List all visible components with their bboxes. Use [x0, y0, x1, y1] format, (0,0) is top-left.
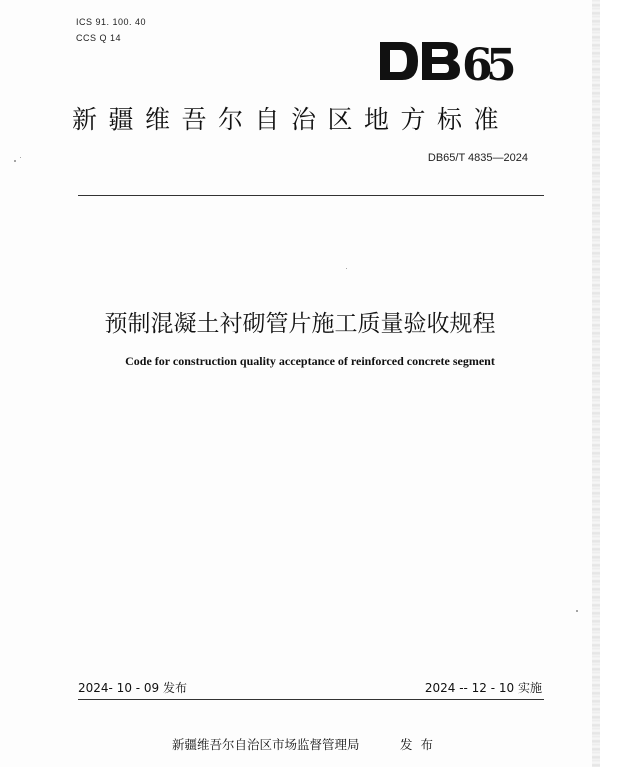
scan-speck: [20, 157, 21, 158]
top-divider: [78, 195, 544, 196]
publish-label: 发布: [400, 737, 442, 752]
ccs-code: CCS Q 14: [76, 33, 122, 43]
ics-code: ICS 91. 100. 40: [76, 17, 147, 27]
db65-logo: [376, 36, 517, 91]
publisher-name: 新疆维吾尔自治区市场监督管理局: [172, 737, 360, 752]
svg-text:6: 6: [462, 40, 493, 91]
chinese-title: 预制混凝土衬砌管片施工质量验收规程: [104, 311, 496, 337]
scan-speck: [576, 610, 578, 612]
implementation-date: 2024 -- 12 - 10 实施: [424, 681, 542, 695]
bottom-divider: [78, 699, 544, 700]
issue-date: 2024- 10 - 09 发布: [78, 681, 187, 695]
standard-number: DB65/T 4835—2024: [427, 152, 528, 164]
scan-edge-artifact: [592, 0, 600, 767]
organization-title: 新疆维吾尔自治区地方标准: [72, 105, 511, 134]
scan-speck: [14, 160, 16, 162]
svg-text:5: 5: [486, 40, 517, 91]
scan-speck: [346, 268, 347, 269]
english-title: Code for construction quality acceptance of reinforced concrete segment: [125, 354, 495, 368]
